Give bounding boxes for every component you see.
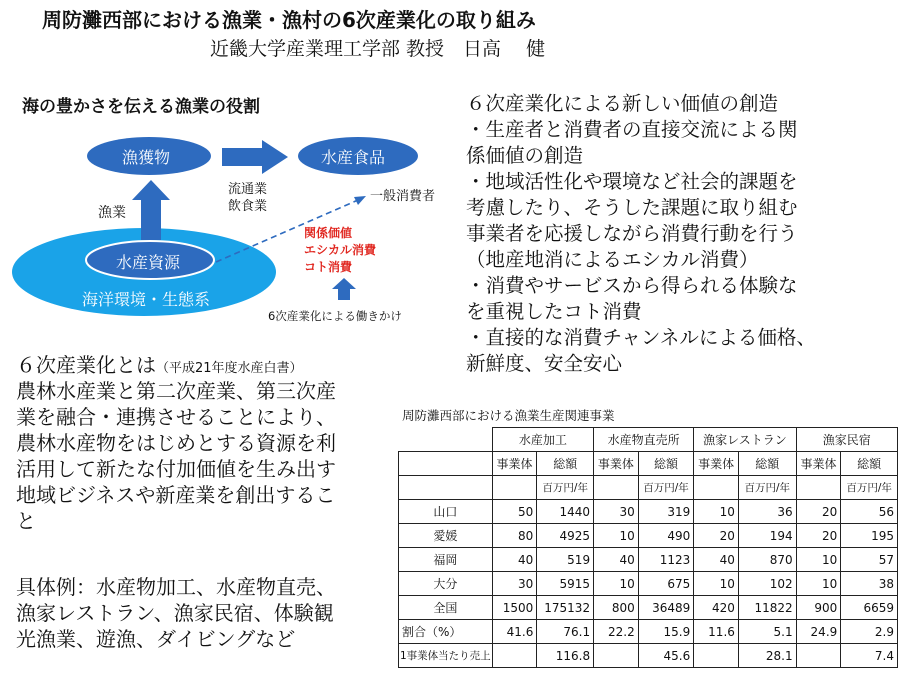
table-cell: 2.9 xyxy=(841,620,898,644)
table-cell: 675 xyxy=(638,572,694,596)
right-line-11: 新鮮度、安全安心 xyxy=(466,352,623,375)
table-unit-row xyxy=(399,476,898,500)
value-label-2: エシカル消費 xyxy=(304,243,377,257)
unit-cell: 百万円/年 xyxy=(738,476,796,500)
table-cell: 57 xyxy=(841,548,898,572)
catch-label: 漁獲物 xyxy=(122,148,171,167)
table-cell: 56 xyxy=(841,500,898,524)
table-cell: 11.6 xyxy=(694,620,739,644)
ecosystem-label: 海洋環境・生態系 xyxy=(82,290,211,309)
definition-line-4: 活用して新たな付加価値を生み出す xyxy=(16,457,336,481)
table-cell: 10 xyxy=(594,572,639,596)
distribution-label-1: 流通業 xyxy=(228,182,268,197)
table-row xyxy=(399,596,898,620)
table-cell: 28.1 xyxy=(738,644,796,668)
row-label: 愛媛 xyxy=(399,524,493,548)
table-cell: 10 xyxy=(796,572,841,596)
value-label-3: コト消費 xyxy=(304,260,353,274)
table-cell xyxy=(594,644,639,668)
right-line-4: ・地域活性化や環境など社会的課題を xyxy=(466,170,798,193)
page-title: 周防灘西部における漁業・漁村の6次産業化の取り組み xyxy=(42,8,536,32)
diagram-heading: 海の豊かさを伝える漁業の役割 xyxy=(22,97,260,117)
seafood-label: 水産食品 xyxy=(321,148,386,167)
examples-line-3: 光漁業、遊漁、ダイビングなど xyxy=(16,627,296,651)
definition-line-5: 地域ビジネスや新産業を創出するこ xyxy=(16,483,336,507)
table-cell: 38 xyxy=(841,572,898,596)
table-cell: 24.9 xyxy=(796,620,841,644)
examples-line-2: 漁家レストラン、漁家民宿、体験観 xyxy=(16,601,334,625)
table-cell: 870 xyxy=(738,548,796,572)
table-cell: 490 xyxy=(638,524,694,548)
table-row xyxy=(399,548,898,572)
table-cell: 194 xyxy=(738,524,796,548)
table-cell: 10 xyxy=(796,548,841,572)
row-label: 大分 xyxy=(399,572,493,596)
table-cell: 319 xyxy=(638,500,694,524)
definition-title: ６次産業化とは xyxy=(16,353,156,377)
sub-header: 事業体 xyxy=(796,452,841,476)
fishery-label: 漁業 xyxy=(98,205,126,221)
table-cell: 45.6 xyxy=(638,644,694,668)
table-cell: 519 xyxy=(537,548,594,572)
table-cell: 80 xyxy=(492,524,537,548)
table-cell: 800 xyxy=(594,596,639,620)
author-line: 近畿大学産業理工学部 教授 日高 健 xyxy=(210,38,546,60)
table-title: 周防灘西部における漁業生産関連事業 xyxy=(402,408,615,423)
definition-line-3: 農林水産物をはじめとする資源を利 xyxy=(16,431,336,455)
unit-cell: 百万円/年 xyxy=(537,476,594,500)
sub-header: 事業体 xyxy=(492,452,537,476)
right-line-5: 考慮したり、そうした課題に取り組む xyxy=(466,196,798,219)
table-header-row xyxy=(399,428,898,452)
table-cell: 7.4 xyxy=(841,644,898,668)
right-line-9: を重視したコト消費 xyxy=(466,300,642,323)
value-label-1: 関係価値 xyxy=(304,226,353,240)
unit-cell: 百万円/年 xyxy=(638,476,694,500)
definition-line-6: と xyxy=(16,509,36,533)
table-cell xyxy=(796,644,841,668)
fishery-role-diagram xyxy=(0,0,460,345)
table-cell: 20 xyxy=(796,524,841,548)
table-cell: 1500 xyxy=(492,596,537,620)
row-label: 全国 xyxy=(399,596,493,620)
table-cell: 40 xyxy=(492,548,537,572)
table-cell: 41.6 xyxy=(492,620,537,644)
table-cell: 195 xyxy=(841,524,898,548)
table-cell: 900 xyxy=(796,596,841,620)
table-cell: 36 xyxy=(738,500,796,524)
table-cell: 4925 xyxy=(537,524,594,548)
group-header: 水産加工 xyxy=(492,428,593,452)
table-cell: 30 xyxy=(492,572,537,596)
table-cell: 116.8 xyxy=(537,644,594,668)
right-line-2: ・生産者と消費者の直接交流による関 xyxy=(466,118,798,141)
table-cell: 40 xyxy=(694,548,739,572)
resource-label: 水産資源 xyxy=(116,253,181,272)
table-cell xyxy=(694,644,739,668)
consumer-label: 一般消費者 xyxy=(370,189,436,204)
distribution-arrow xyxy=(222,140,288,174)
table-cell: 36489 xyxy=(638,596,694,620)
action-label: 6次産業化による働きかけ xyxy=(268,309,402,323)
table-cell: 22.2 xyxy=(594,620,639,644)
table-cell: 175132 xyxy=(537,596,594,620)
table-cell: 30 xyxy=(594,500,639,524)
sub-header: 総額 xyxy=(638,452,694,476)
table-subheader-row xyxy=(399,452,898,476)
row-label: 福岡 xyxy=(399,548,493,572)
sub-header: 事業体 xyxy=(594,452,639,476)
table-cell: 10 xyxy=(694,572,739,596)
table-row xyxy=(399,500,898,524)
business-table-panel xyxy=(398,405,898,663)
unit-cell: 百万円/年 xyxy=(841,476,898,500)
right-line-1: ６次産業化による新しい価値の創造 xyxy=(466,92,779,115)
table-cell: 50 xyxy=(492,500,537,524)
business-table xyxy=(398,427,898,668)
definition-source: （平成21年度水産白書） xyxy=(156,361,303,376)
table-body xyxy=(399,500,898,668)
definition-line-1: 農林水産業と第二次産業、第三次産 xyxy=(16,379,336,403)
table-cell: 20 xyxy=(796,500,841,524)
table-cell: 6659 xyxy=(841,596,898,620)
table-cell: 11822 xyxy=(738,596,796,620)
group-header: 漁家レストラン xyxy=(694,428,796,452)
right-line-3: 係価値の創造 xyxy=(466,144,584,167)
group-header: 漁家民宿 xyxy=(796,428,897,452)
table-cell xyxy=(492,644,537,668)
table-cell: 76.1 xyxy=(537,620,594,644)
table-cell: 5.1 xyxy=(738,620,796,644)
right-line-6: 事業者を応援しながら消費行動を行う xyxy=(466,222,798,245)
right-line-8: ・消費やサービスから得られる体験な xyxy=(466,274,798,297)
sub-header: 総額 xyxy=(738,452,796,476)
table-row xyxy=(399,644,898,668)
table-cell: 40 xyxy=(594,548,639,572)
right-line-7: （地産地消によるエシカル消費） xyxy=(466,248,759,271)
table-cell: 15.9 xyxy=(638,620,694,644)
table-row xyxy=(399,572,898,596)
sub-header: 総額 xyxy=(537,452,594,476)
sub-header: 総額 xyxy=(841,452,898,476)
definition-line-2: 業を融合・連携させることにより、 xyxy=(16,405,336,429)
table-cell: 5915 xyxy=(537,572,594,596)
examples-line-1: 具体例：水産物加工、水産物直売、 xyxy=(16,575,336,599)
distribution-label-2: 飲食業 xyxy=(228,199,268,214)
row-label: 1事業体当たり売上 xyxy=(399,644,493,668)
group-header: 水産物直売所 xyxy=(594,428,694,452)
table-row xyxy=(399,620,898,644)
action-arrow xyxy=(332,278,356,300)
table-cell: 420 xyxy=(694,596,739,620)
table-cell: 102 xyxy=(738,572,796,596)
row-label: 割合（%） xyxy=(399,620,493,644)
table-cell: 10 xyxy=(594,524,639,548)
sub-header: 事業体 xyxy=(694,452,739,476)
table-row xyxy=(399,524,898,548)
table-cell: 20 xyxy=(694,524,739,548)
row-label: 山口 xyxy=(399,500,493,524)
right-line-10: ・直接的な消費チャンネルによる価格、 xyxy=(466,326,816,349)
table-cell: 10 xyxy=(694,500,739,524)
table-cell: 1123 xyxy=(638,548,694,572)
table-cell: 1440 xyxy=(537,500,594,524)
